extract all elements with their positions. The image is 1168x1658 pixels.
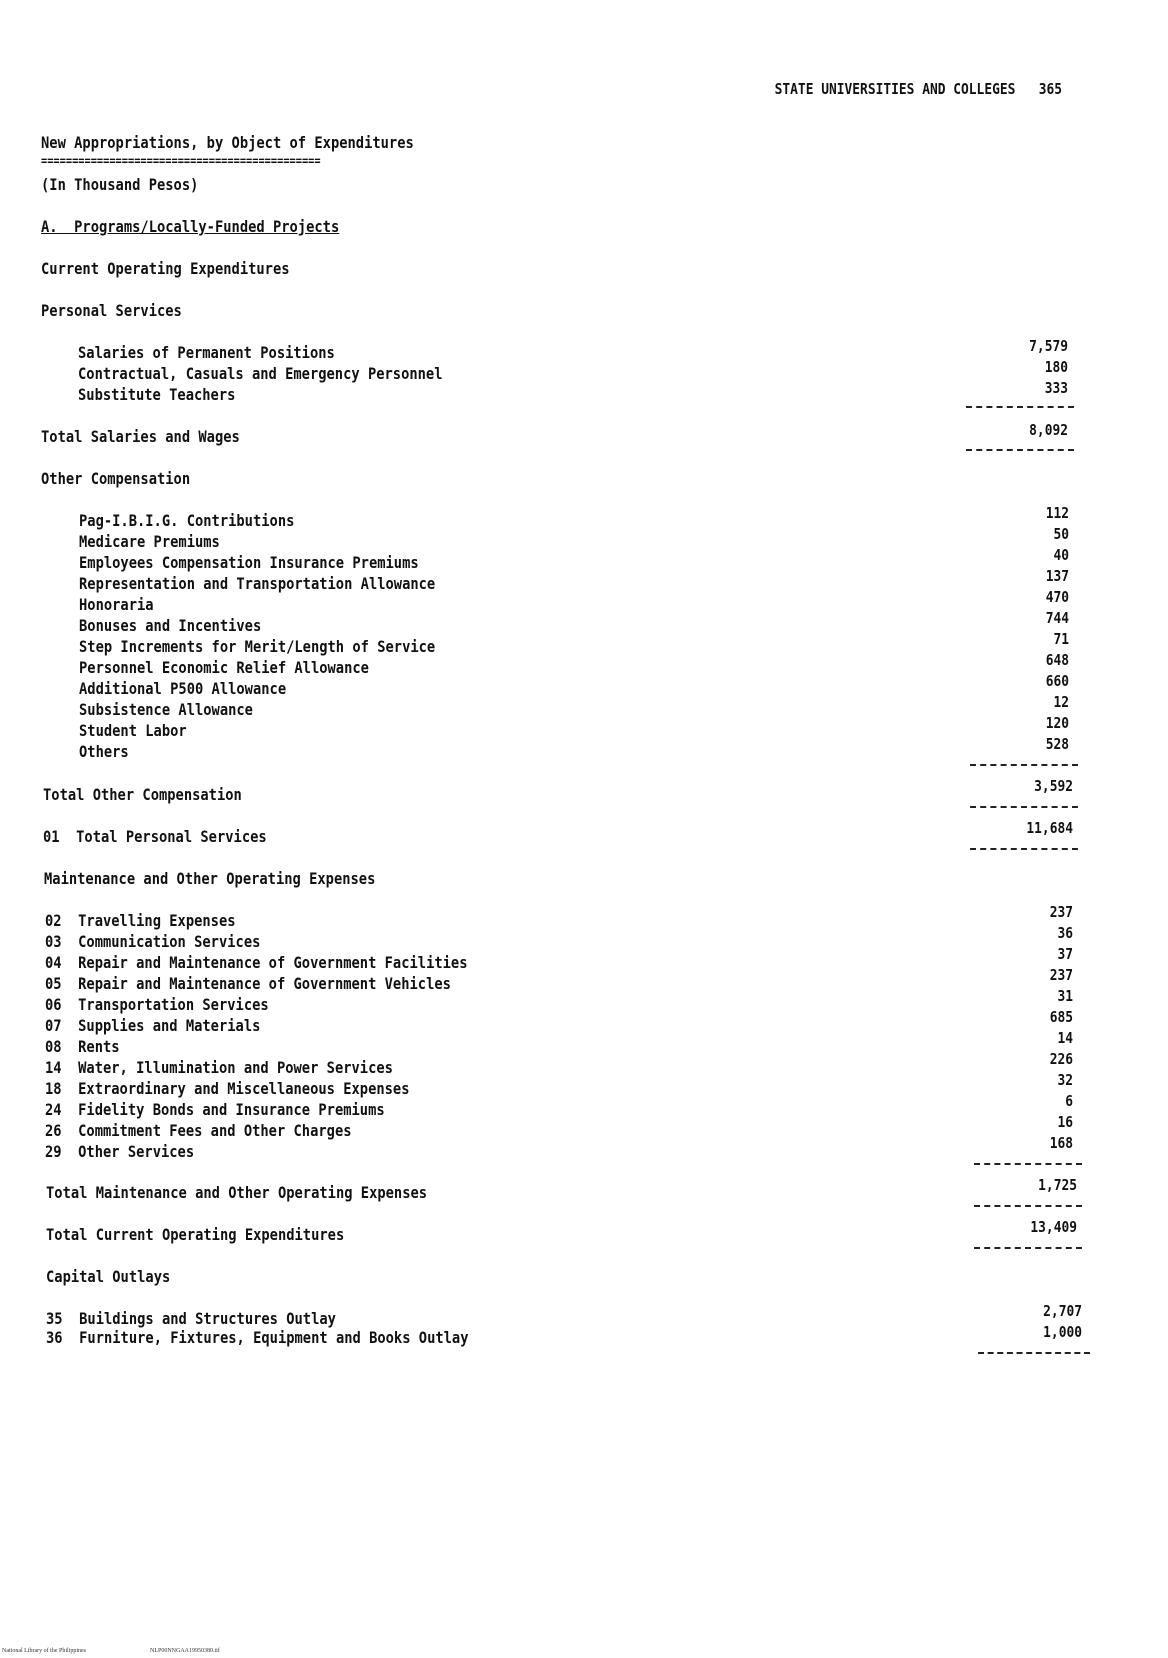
oc-item-value: 112	[1045, 504, 1069, 522]
mooe-item-label: 26 Commitment Fees and Other Charges	[45, 1121, 352, 1140]
mooe-item-value: 16	[1057, 1113, 1073, 1131]
oc-item-value: 40	[1053, 546, 1069, 564]
oc-item-value: 137	[1045, 567, 1069, 585]
mooe-item-label: 18 Extraordinary and Miscellaneous Expenses	[45, 1079, 410, 1098]
rule-line	[978, 1352, 1090, 1354]
rule-line	[974, 1247, 1082, 1249]
rule-line	[970, 806, 1078, 808]
other-compensation-heading: Other Compensation	[41, 469, 191, 488]
mooe-item-label: 05 Repair and Maintenance of Government Vehicles	[45, 974, 451, 993]
footer-library: National Library of the Philippines	[2, 1648, 86, 1654]
unit-note: (In Thousand Pesos)	[41, 175, 199, 194]
mooe-heading: Maintenance and Other Operating Expenses	[44, 869, 376, 888]
total-salaries-label: Total Salaries and Wages	[41, 427, 240, 446]
mooe-item-value: 237	[1049, 966, 1073, 984]
mooe-item-label: 03 Communication Services	[45, 932, 261, 951]
mooe-item-label: 02 Travelling Expenses	[45, 911, 236, 930]
oc-item-label: Student Labor	[79, 721, 187, 740]
oc-item-value: 660	[1045, 672, 1069, 690]
mooe-item-label: 29 Other Services	[45, 1142, 195, 1161]
footer-file: NLP00NNGAA19950380.tif	[150, 1648, 220, 1654]
total-personal-text: Total Personal Services	[76, 827, 267, 846]
page-number: 365	[1038, 80, 1062, 98]
expense-code: 02	[45, 911, 62, 930]
total-current-value: 13,409	[1030, 1218, 1077, 1236]
ps-item-label: Salaries of Permanent Positions	[78, 343, 335, 362]
expense-code: 06	[45, 995, 62, 1014]
mooe-item-label: 14 Water, Illumination and Power Services	[45, 1058, 393, 1077]
mooe-item-label: 06 Transportation Services	[45, 995, 269, 1014]
expense-code: 08	[45, 1037, 62, 1056]
mooe-item-label: 07 Supplies and Materials	[45, 1016, 261, 1035]
oc-item-label: Pag-I.B.I.G. Contributions	[79, 511, 295, 530]
rule-line	[974, 1205, 1082, 1207]
expense-code: 36	[46, 1328, 63, 1347]
rule-line	[970, 764, 1078, 766]
page-header	[149, 62, 1062, 98]
oc-item-value: 120	[1045, 714, 1069, 732]
rule-line	[974, 1163, 1082, 1165]
page-title: New Appropriations, by Object of Expenditures	[41, 133, 414, 152]
oc-item-label: Subsistence Allowance	[79, 700, 253, 719]
total-mooe-value: 1,725	[1038, 1176, 1077, 1194]
co-item-label: 35 Buildings and Structures Outlay	[46, 1309, 336, 1328]
total-current-label: Total Current Operating Expenditures	[46, 1225, 345, 1244]
expense-code: 24	[45, 1100, 62, 1119]
oc-item-value: 648	[1045, 651, 1069, 669]
rule-line	[966, 406, 1074, 408]
oc-item-value: 470	[1045, 588, 1069, 606]
co-item-value: 1,000	[1043, 1323, 1082, 1341]
oc-item-value: 744	[1045, 609, 1069, 627]
total-personal-value: 11,684	[1026, 819, 1073, 837]
title-rule: =============================================	[41, 154, 321, 168]
mooe-item-label: 04 Repair and Maintenance of Government Facilities	[45, 953, 468, 972]
capital-outlays-heading: Capital Outlays	[46, 1267, 171, 1286]
oc-item-label: Medicare Premiums	[79, 532, 220, 551]
oc-item-label: Additional P500 Allowance	[79, 679, 287, 698]
rule-line	[966, 449, 1074, 451]
expense-code: 14	[45, 1058, 62, 1077]
total-other-comp-value: 3,592	[1034, 777, 1073, 795]
current-operating-heading: Current Operating Expenditures	[41, 259, 290, 278]
mooe-item-value: 36	[1057, 924, 1073, 942]
oc-item-value: 71	[1053, 630, 1069, 648]
mooe-item-value: 37	[1057, 945, 1073, 963]
oc-item-value: 50	[1053, 525, 1069, 543]
personal-services-heading: Personal Services	[41, 301, 182, 320]
mooe-item-value: 6	[1065, 1092, 1073, 1110]
mooe-item-value: 685	[1049, 1008, 1073, 1026]
oc-item-label: Bonuses and Incentives	[79, 616, 262, 635]
expense-code: 07	[45, 1016, 62, 1035]
mooe-item-value: 14	[1057, 1029, 1073, 1047]
expense-code: 26	[45, 1121, 62, 1140]
expense-code: 29	[45, 1142, 62, 1161]
ps-item-value: 333	[1044, 379, 1068, 397]
oc-item-value: 12	[1053, 693, 1069, 711]
co-item-value: 2,707	[1043, 1302, 1082, 1320]
expense-code: 35	[46, 1309, 63, 1328]
oc-item-label: Employees Compensation Insurance Premiums	[79, 553, 419, 572]
expense-code: 04	[45, 953, 62, 972]
total-salaries-value: 8,092	[1029, 421, 1068, 439]
co-item-label: 36 Furniture, Fixtures, Equipment and Books Outlay	[46, 1328, 469, 1347]
mooe-item-value: 32	[1057, 1071, 1073, 1089]
oc-item-label: Others	[79, 742, 129, 761]
mooe-item-value: 31	[1057, 987, 1073, 1005]
expense-code: 18	[45, 1079, 62, 1098]
mooe-item-value: 168	[1049, 1134, 1073, 1152]
oc-item-label: Honoraria	[79, 595, 154, 614]
ps-item-label: Contractual, Casuals and Emergency Personnel	[78, 364, 443, 383]
expense-code: 05	[45, 974, 62, 993]
total-other-comp-label: Total Other Compensation	[43, 785, 242, 804]
oc-item-value: 528	[1045, 735, 1069, 753]
total-personal-label	[43, 828, 267, 846]
expense-code: 03	[45, 932, 62, 951]
mooe-item-value: 226	[1049, 1050, 1073, 1068]
mooe-item-value: 237	[1049, 903, 1073, 921]
expense-code: 01	[43, 827, 60, 846]
oc-item-label: Personnel Economic Relief Allowance	[79, 658, 369, 677]
section-header: STATE UNIVERSITIES AND COLLEGES	[774, 80, 1016, 98]
oc-item-label: Representation and Transportation Allowance	[79, 574, 436, 593]
oc-item-label: Step Increments for Merit/Length of Service	[79, 637, 436, 656]
section-a-heading: A. Programs/Locally-Funded Projects	[41, 217, 340, 236]
total-mooe-label: Total Maintenance and Other Operating Expenses	[46, 1183, 428, 1202]
ps-item-value: 7,579	[1029, 337, 1068, 355]
ps-item-label: Substitute Teachers	[78, 385, 236, 404]
ps-item-value: 180	[1044, 358, 1068, 376]
mooe-item-label: 24 Fidelity Bonds and Insurance Premiums	[45, 1100, 385, 1119]
rule-line	[970, 848, 1078, 850]
mooe-item-label: 08 Rents	[45, 1037, 120, 1056]
